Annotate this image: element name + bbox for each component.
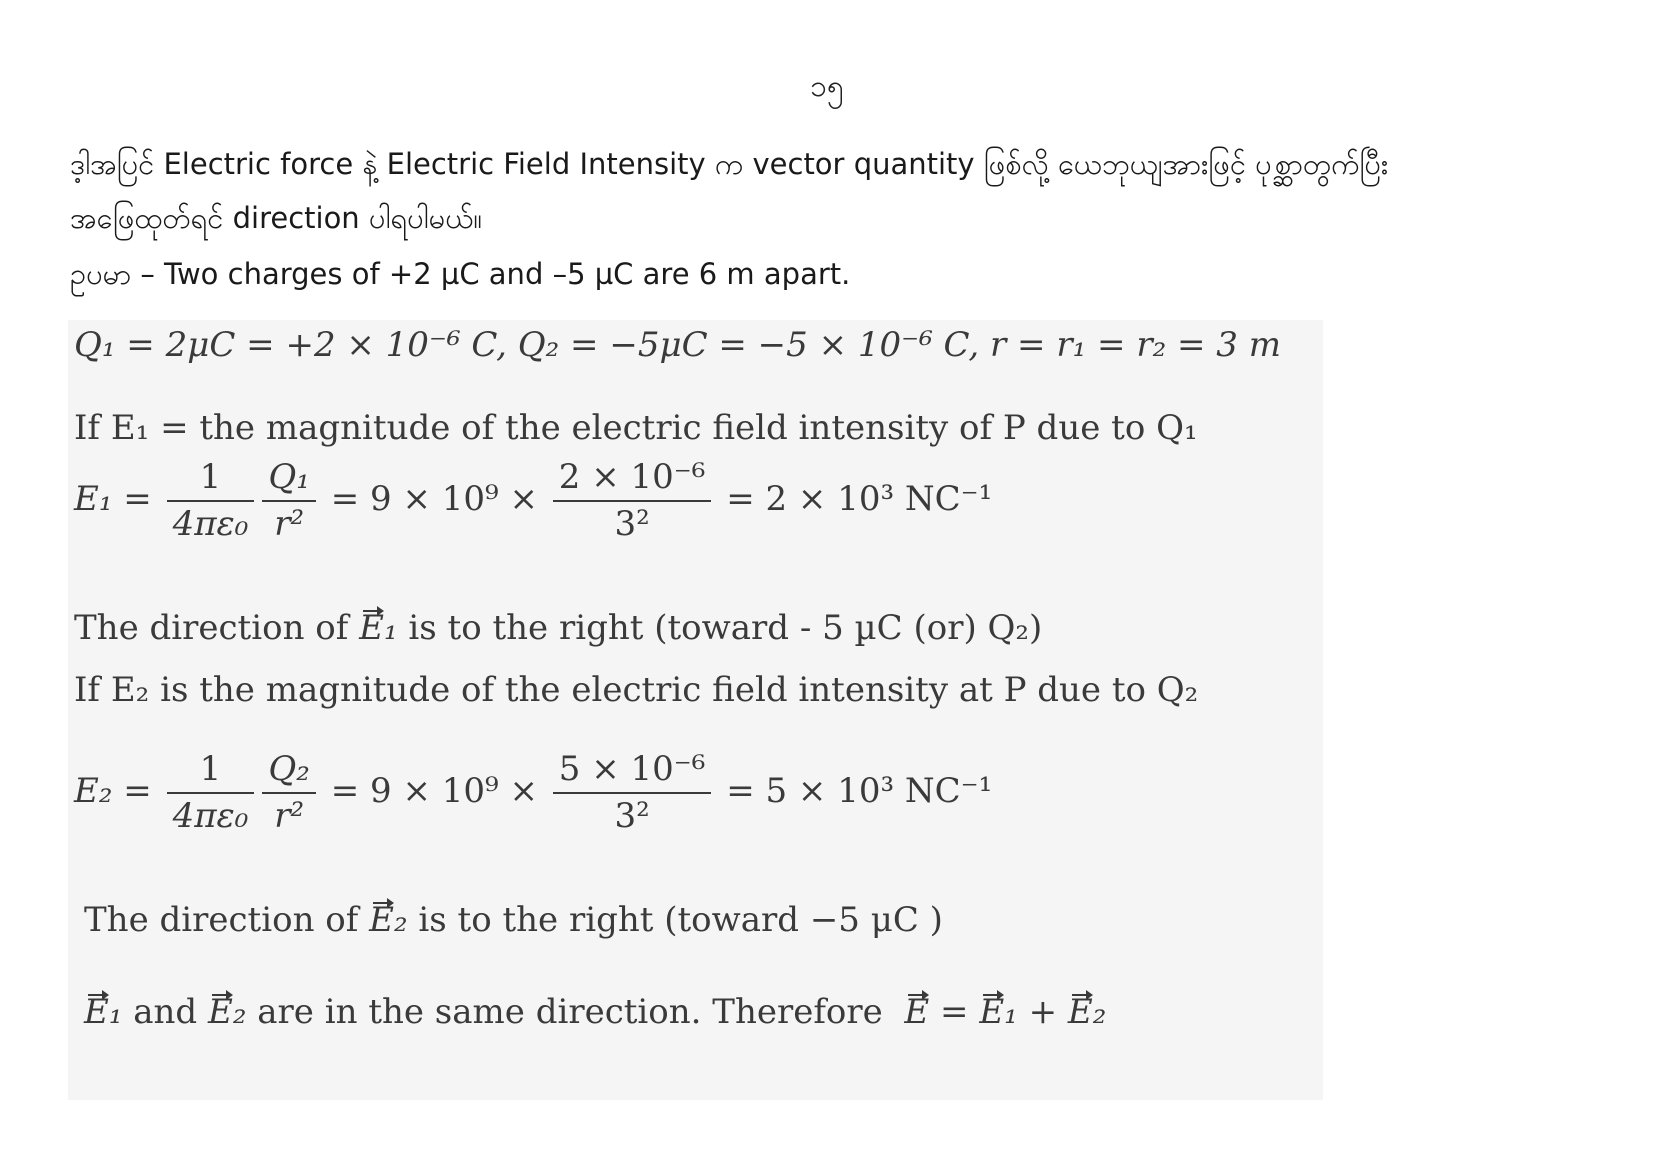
denominator: r² bbox=[274, 504, 305, 545]
vector-e-total: E bbox=[904, 992, 930, 1032]
fraction-charge-value bbox=[553, 458, 712, 544]
intro-line-1: ဒ့ါအပြင် Electric force နဲ့ Electric Field Intensity က vector quantity ဖြစ်လို့ ယေဘုယျအားဖြင့် ပုစ္ဆာတွက်ပြီး bbox=[70, 147, 1389, 181]
page-number: ၁၅ bbox=[810, 69, 844, 104]
denominator: 4πε₀ bbox=[172, 504, 249, 545]
e1-definition: If E₁ = the magnitude of the electric field intensity of P due to Q₁ bbox=[74, 408, 1198, 448]
direction-text: The direction of bbox=[84, 900, 359, 940]
numerator: 2 × 10⁻⁶ bbox=[553, 458, 712, 502]
e1-lhs: E₁ = bbox=[74, 479, 152, 520]
e2-definition: If E₂ is the magnitude of the electric field intensity at P due to Q₂ bbox=[74, 670, 1199, 710]
numerator: Q₁ bbox=[262, 458, 316, 502]
e1-multiplier: = 9 × 10⁹ × bbox=[330, 479, 538, 520]
fraction-coulomb-constant bbox=[167, 750, 255, 836]
fraction-charge-over-r2 bbox=[262, 458, 316, 544]
e1-equation bbox=[74, 458, 992, 544]
e2-result: = 5 × 10³ NC⁻¹ bbox=[726, 771, 993, 812]
vector-e1: E₁ bbox=[979, 992, 1018, 1032]
conclusion bbox=[84, 992, 1106, 1032]
vector-e1: E₁ bbox=[84, 992, 123, 1032]
direction-text: is to the right (toward −5 μC ) bbox=[418, 900, 943, 940]
e1-direction bbox=[74, 608, 1042, 648]
plus-sign: + bbox=[1028, 992, 1058, 1032]
e1-result: = 2 × 10³ NC⁻¹ bbox=[726, 479, 993, 520]
numerator: 1 bbox=[167, 458, 255, 502]
conclusion-text: are in the same direction. Therefore bbox=[257, 992, 883, 1032]
e2-multiplier: = 9 × 10⁹ × bbox=[330, 771, 538, 812]
equals-sign: = bbox=[940, 992, 969, 1032]
denominator: 4πε₀ bbox=[172, 796, 249, 837]
direction-text: The direction of bbox=[74, 608, 349, 648]
e2-lhs: E₂ = bbox=[74, 771, 152, 812]
direction-text: is to the right (toward - 5 µC (or) Q₂) bbox=[408, 608, 1043, 648]
e2-direction bbox=[84, 900, 943, 940]
numerator: 5 × 10⁻⁶ bbox=[553, 750, 712, 794]
fraction-charge-over-r2 bbox=[262, 750, 316, 836]
vector-e1: E₁ bbox=[359, 608, 398, 648]
numerator: Q₂ bbox=[262, 750, 316, 794]
given-values: Q₁ = 2μC = +2 × 10⁻⁶ C, Q₂ = −5μC = −5 × 10⁻⁶ C, r = r₁ = r₂ = 3 m bbox=[74, 325, 1281, 365]
denominator: 3² bbox=[614, 796, 650, 837]
intro-line-2: အဖြေထုတ်ရင် direction ပါရပါမယ်။ bbox=[70, 201, 483, 235]
example-statement: ဥပမာ – Two charges of +2 µC and –5 µC are 6 m apart. bbox=[70, 257, 851, 291]
conclusion-text: and bbox=[133, 992, 198, 1032]
e2-equation bbox=[74, 750, 992, 836]
vector-e2: E₂ bbox=[369, 900, 408, 940]
fraction-charge-value bbox=[553, 750, 712, 836]
numerator: 1 bbox=[167, 750, 255, 794]
denominator: 3² bbox=[614, 504, 650, 545]
denominator: r² bbox=[274, 796, 305, 837]
fraction-coulomb-constant bbox=[167, 458, 255, 544]
vector-e2: E₂ bbox=[1067, 992, 1107, 1032]
vector-e2: E₂ bbox=[208, 992, 247, 1032]
